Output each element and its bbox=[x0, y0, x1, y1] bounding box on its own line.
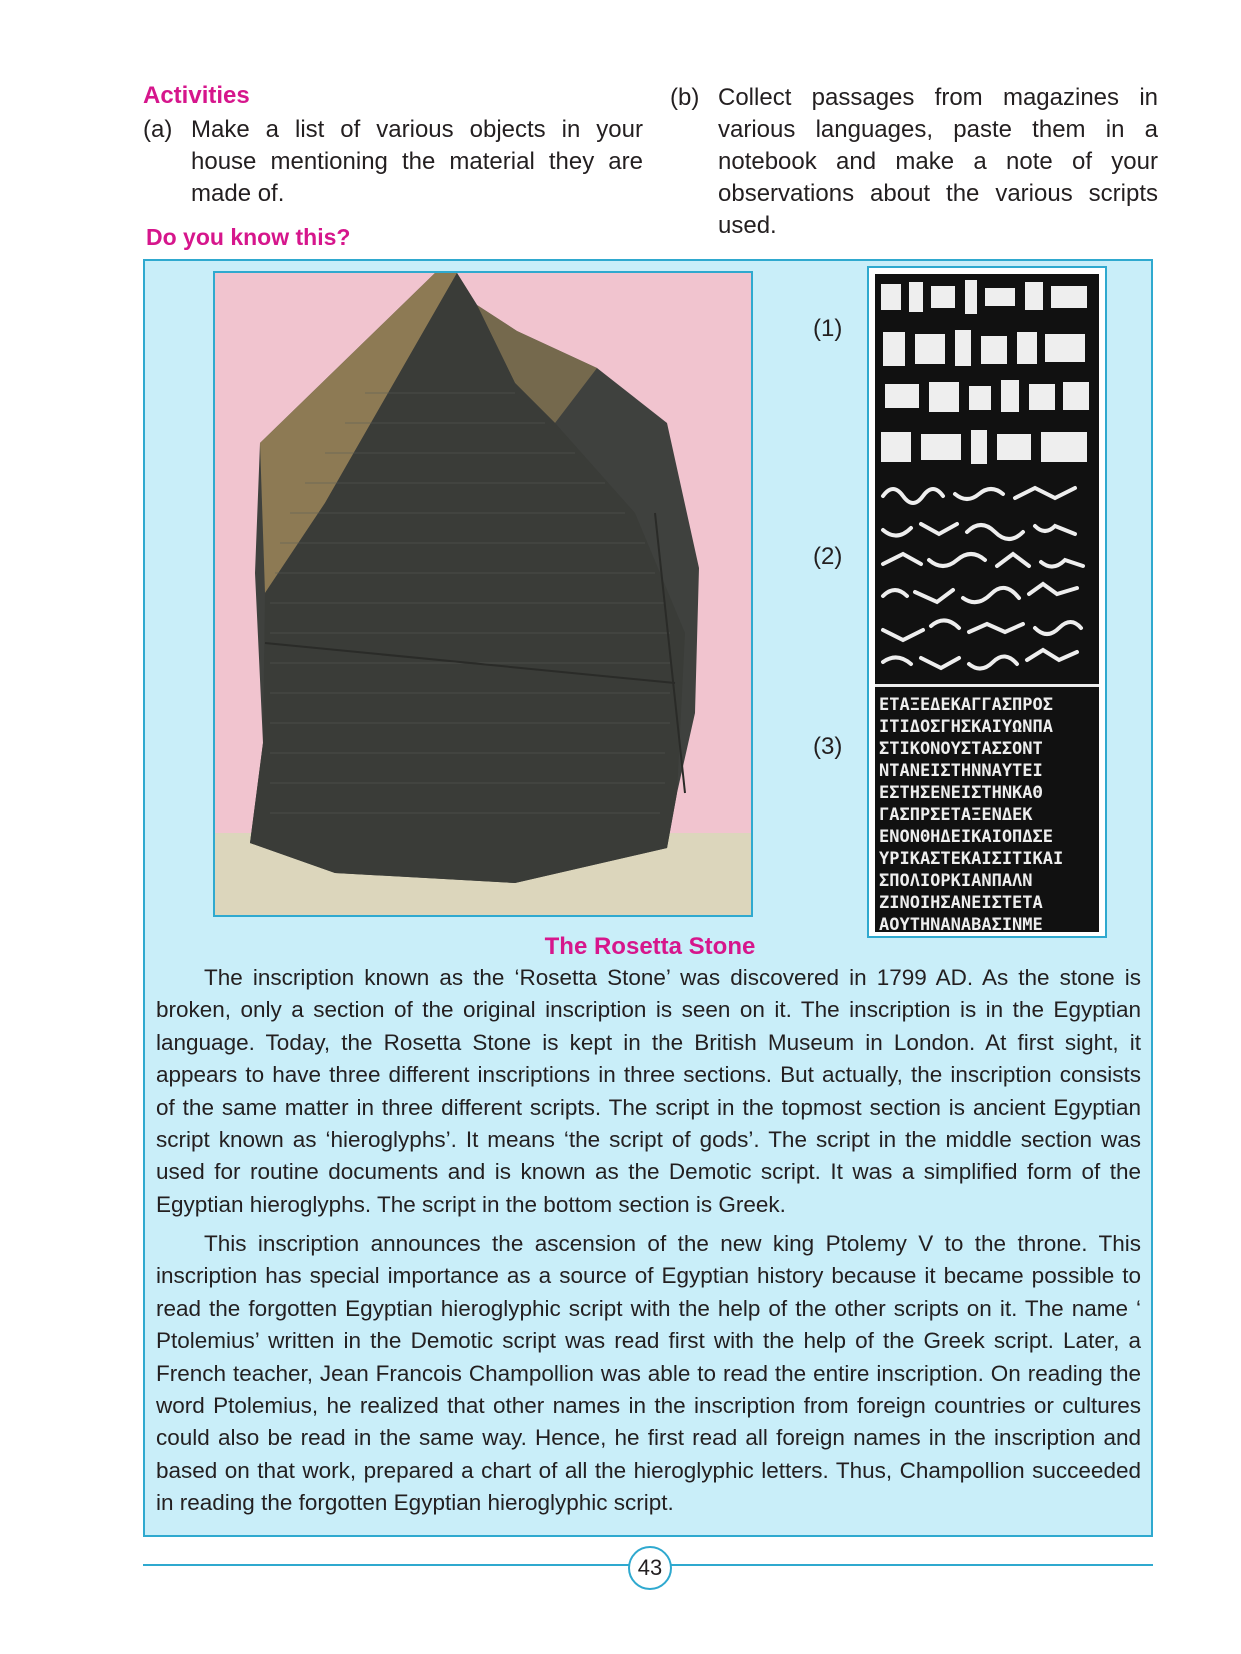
svg-text:ΕΤΑΞΕΔΕΚΑΓΓΑΣΠΡΟΣ: ΕΤΑΞΕΔΕΚΑΓΓΑΣΠΡΟΣ bbox=[879, 695, 1053, 715]
page-number: 43 bbox=[628, 1546, 672, 1590]
activity-item-b bbox=[670, 82, 1158, 242]
section-label-2: (2) bbox=[813, 543, 843, 570]
svg-text:ΣΠΟΛΙΟΡΚΙΑΝΠΑΛΝ: ΣΠΟΛΙΟΡΚΙΑΝΠΑΛΝ bbox=[879, 871, 1033, 891]
activities-section bbox=[143, 82, 643, 210]
section-label-3: (3) bbox=[813, 733, 843, 760]
svg-text:ΥΡΙΚΑΣΤΕΚΑΙΣΙΤΙΚΑΙ: ΥΡΙΚΑΣΤΕΚΑΙΣΙΤΙΚΑΙ bbox=[879, 849, 1064, 869]
activity-item-b-container bbox=[670, 82, 1158, 242]
activities-heading: Activities bbox=[143, 82, 250, 109]
scripts-panel bbox=[867, 266, 1107, 938]
activity-text: Make a list of various objects in your house mentioning the material they are made of. bbox=[191, 116, 643, 207]
svg-text:ΝΤΑΝΕΙΣΤΗΝΝΑΥΤΕΙ: ΝΤΑΝΕΙΣΤΗΝΝΑΥΤΕΙ bbox=[879, 761, 1043, 781]
svg-text:ΙΤΙΔΟΣΓΗΣΚΑΙΥΩΝΠΑ: ΙΤΙΔΟΣΓΗΣΚΑΙΥΩΝΠΑ bbox=[879, 717, 1053, 737]
activity-item-a bbox=[143, 114, 643, 210]
activity-text: Collect passages from magazines in various languages, paste them in a notebook and make a note of your observations about the various scripts used. bbox=[718, 84, 1158, 239]
paragraph-1: The inscription known as the ‘Rosetta Stone’ was discovered in 1799 AD. As the stone is broken, only a section of the original inscription is seen on it. The inscription is in the Egyptian language. Today, the Rosetta Stone is kept in the British Museum in London. At first sight, it appears to have three different inscriptions in three sections. But actually, the inscription consists of the same matter in three different scripts. The script in the topmost section is ancient Egyptian script known as ‘hieroglyphs’. It means ‘the script of gods’. The script in the middle section was used for routine documents and is known as the Demotic script. It was a simplified form of the Egyptian hieroglyphs. The script in the bottom section is Greek. bbox=[156, 965, 1141, 1217]
info-box bbox=[143, 259, 1153, 1537]
figure-caption: The Rosetta Stone bbox=[544, 933, 756, 960]
activity-label: (b) bbox=[670, 84, 700, 111]
svg-text:ΑΟΥΤΗΝΑΝΑΒΑΣΙΝΜΕ: ΑΟΥΤΗΝΑΝΑΒΑΣΙΝΜΕ bbox=[879, 915, 1043, 932]
svg-text:ΓΑΣΠΡΣΕΤΑΞΕΝΔΕΚ: ΓΑΣΠΡΣΕΤΑΞΕΝΔΕΚ bbox=[879, 805, 1033, 825]
do-you-know-heading: Do you know this? bbox=[146, 224, 351, 250]
activity-label: (a) bbox=[143, 116, 173, 143]
paragraph-2: This inscription announces the ascension of the new king Ptolemy V to the throne. This inscription has special importance as a source of Egyptian history because it became possible to read the forgotten Egyptian hieroglyphic script with the help of the other scripts on it. The name ‘ Ptolemius’ written in the Demotic script was read first with the help of the Greek script. Later, a French teacher, Jean Francois Champollion was able to read the entire inscription. On reading the word Ptolemius, he realized that other names in the inscription from foreign countries or cultures could also be read in the same way. Hence, he first read all foreign names in the inscription and based on that work, prepared a chart of all the hieroglyphic letters. Thus, Champollion succeeded in reading the forgotten Egyptian hieroglyphic script. bbox=[156, 1231, 1141, 1516]
svg-text:ΖΙΝΟΙΗΣΑΝΕΙΣΤΕΤΑ: ΖΙΝΟΙΗΣΑΝΕΙΣΤΕΤΑ bbox=[879, 893, 1043, 913]
svg-text:ΣΤΙΚΟΝΟΥΣΤΑΣΣΟΝΤ: ΣΤΙΚΟΝΟΥΣΤΑΣΣΟΝΤ bbox=[879, 739, 1043, 759]
svg-text:ΕΝΟΝΘΗΔΕΙΚΑΙΟΠΔΣΕ: ΕΝΟΝΘΗΔΕΙΚΑΙΟΠΔΣΕ bbox=[879, 827, 1053, 847]
rosetta-stone-photo bbox=[213, 271, 753, 917]
svg-text:ΕΣΤΗΣΕΝΕΙΣΤΗΝΚΑΘ: ΕΣΤΗΣΕΝΕΙΣΤΗΝΚΑΘ bbox=[879, 783, 1043, 803]
section-label-1: (1) bbox=[813, 315, 843, 342]
